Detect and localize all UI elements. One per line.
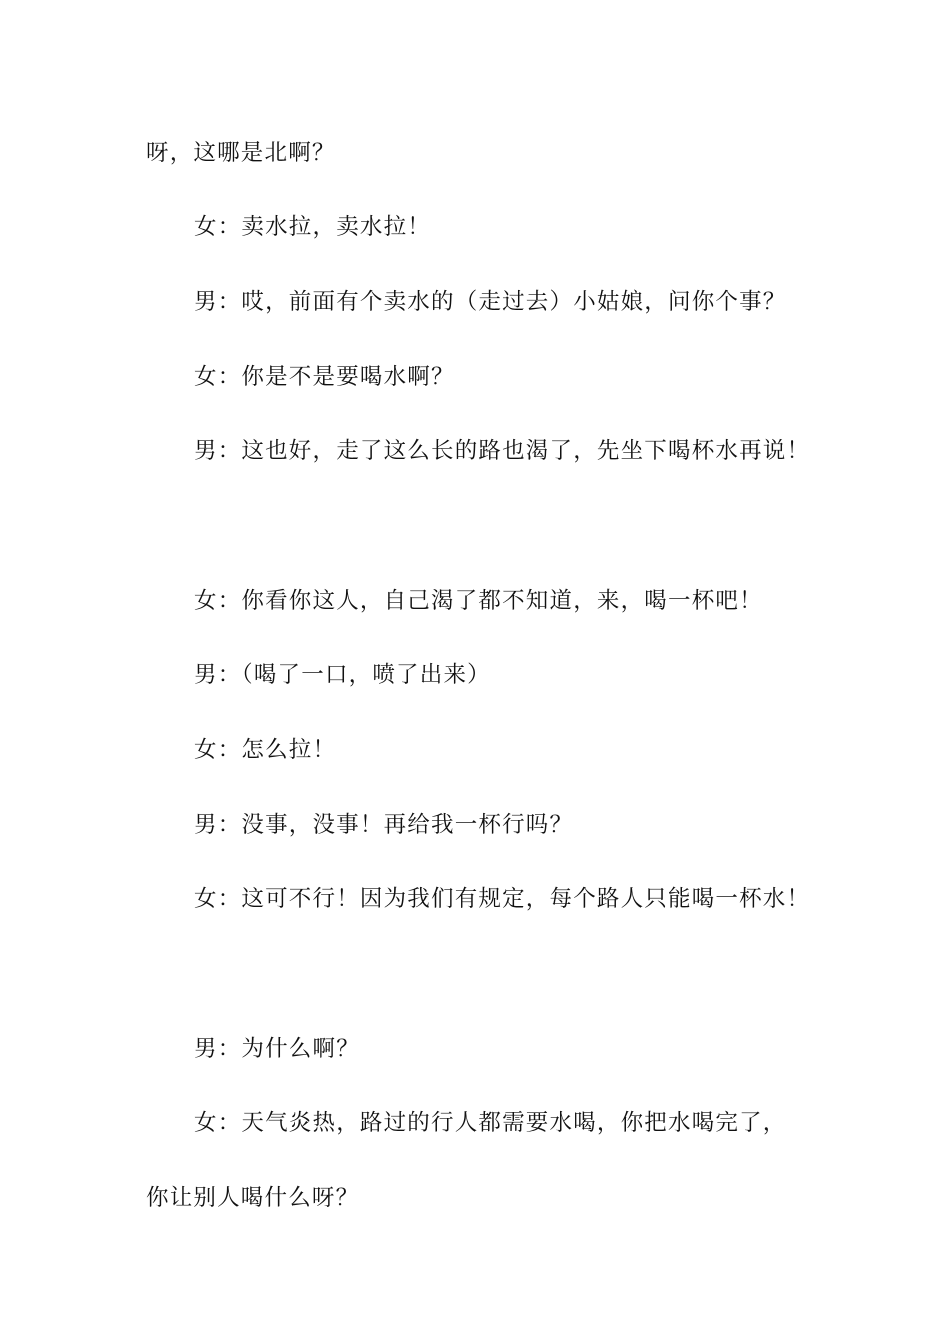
dialogue-line-10: 女：这可不行！因为我们有规定，每个路人只能喝一杯水！ [194, 886, 811, 912]
dialogue-line-12-continued: 你让别人喝什么呀？ [146, 1185, 360, 1211]
dialogue-line-6: 女：你看你这人，自己渴了都不知道，来，喝一杯吧！ [194, 588, 763, 614]
dialogue-line-11: 男：为什么啊？ [194, 1036, 360, 1062]
dialogue-line-2: 女：卖水拉，卖水拉！ [194, 214, 432, 240]
text-line-1: 呀，这哪是北啊？ [146, 140, 336, 166]
dialogue-line-3: 男：哎，前面有个卖水的（走过去）小姑娘，问你个事？ [194, 289, 787, 315]
dialogue-line-7: 男：（喝了一口，喷了出来） [194, 662, 491, 688]
dialogue-line-9: 男：没事，没事！再给我一杯行吗？ [194, 812, 574, 838]
dialogue-line-5: 男：这也好，走了这么长的路也渴了，先坐下喝杯水再说！ [194, 438, 811, 464]
dialogue-line-12: 女：天气炎热，路过的行人都需要水喝，你把水喝完了， [194, 1110, 787, 1136]
dialogue-line-4: 女：你是不是要喝水啊？ [194, 364, 455, 390]
dialogue-line-8: 女：怎么拉！ [194, 737, 337, 763]
